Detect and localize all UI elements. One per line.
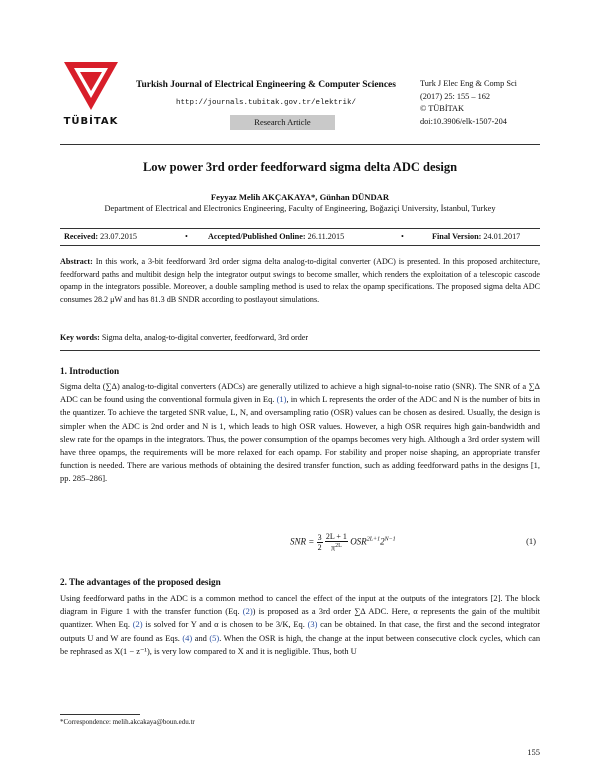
paper-title: Low power 3rd order feedforward sigma delta ADC design — [142, 160, 458, 174]
advantages-paragraph: Using feedforward paths in the ADC is a common method to cancel the effect of the input at the outputs of the integrators [2]. The block diagram in Figure 1 with the transfer function (Eq. (2)) is proposed as a 3rd order ∑Δ ADC. Here, α represents the gain of the multibit quantizer. When Eq. (2) is solved for Y and α is chosen to be 3/K, Eq. (3) can be obtained. In that case, the first and the second integrator outputs U and W are found as Eqs. (4) and (5). When the OSR is high, the change at the input between consecutive clock cycles, which can be rephrased as X(1 − z⁻¹), is very low compared to X and it is negligible. Thus, both U — [60, 593, 541, 656]
date-separator: • — [401, 232, 404, 241]
affiliation: Department of Electrical and Electronics Engineering, Faculty of Engineering, Boğaziçi University, İstanbul, Turkey — [104, 204, 496, 213]
authors: Feyyaz Melih AKÇAKAYA*, Günhan DÜNDAR — [210, 192, 390, 202]
citation-block — [420, 78, 570, 128]
journal-url[interactable]: http://journals.tubitak.gov.tr/elektrik/ — [175, 99, 357, 107]
introduction-paragraph — [60, 380, 540, 486]
citation-line: doi:10.3906/elk-1507-204 — [420, 116, 507, 126]
correspondence-footnote: *Correspondence: melih.akcakaya@boun.edu.tr — [60, 718, 195, 726]
accepted-label: Accepted/Published Online: — [208, 232, 306, 241]
final-label: Final Version: — [432, 232, 482, 241]
final-value: 24.01.2017 — [483, 232, 521, 241]
abstract-bottom-rule — [60, 350, 540, 351]
equation-ref-link[interactable]: (2) — [132, 619, 143, 630]
abstract-label: Abstract: — [60, 257, 93, 266]
abstract — [60, 256, 540, 306]
equation-ref-link[interactable]: (5) — [209, 632, 220, 643]
fraction: $\frac{3}{2}$ — [317, 532, 322, 552]
received-value: 23.07.2015 — [100, 232, 137, 241]
keywords-text: Sigma delta, analog-to-digital converter, feedforward, 3rd order — [101, 333, 309, 342]
accepted-value: 26.11.2015 — [307, 232, 345, 241]
section-heading: 1. Introduction — [60, 366, 120, 376]
equation-ref-link[interactable]: (4) — [182, 632, 193, 643]
logo-text: TÜBİTAK — [63, 116, 119, 127]
header-divider — [60, 144, 540, 145]
abstract-text: In this work, a 3-bit feedforward 3rd order sigma delta analog-to-digital converter (ADC) is presented. In this proposed architecture, feedforward paths and multibit design help the integrator output swings to become smaller, which renders the exploitation of a telescopic cascode opamp in the integrators possible. Moreover, a double sampling method is used to relax the opamp specifications. The proposed sigma delta ADC consumes 28.2 μW and has 81.3 dB SNDR according to postlayout simulations. — [60, 257, 540, 304]
keywords — [60, 333, 540, 342]
dates-bar — [60, 232, 540, 244]
equation-1 — [60, 528, 540, 554]
dates-bottom-rule — [60, 245, 540, 246]
eq-lhs: SNR = — [290, 536, 315, 547]
equation-number: (1) — [526, 536, 536, 546]
equation-ref-link[interactable]: (3) — [307, 619, 318, 630]
snr-formula: SNR = $\frac{3}{2}$ $\frac{2L + 1}{\pi^{2L}}$ $OSR^{2L+1}2^{N-1}$ — [290, 532, 396, 553]
keywords-label: Key words: — [60, 333, 100, 342]
equation-ref-link[interactable]: (2) — [242, 606, 253, 617]
article-type-badge: Research Article — [230, 115, 335, 130]
journal-title: Turkish Journal of Electrical Engineering & Computer Sciences — [136, 80, 396, 90]
citation-line: (2017) 25: 155 – 162 — [420, 91, 491, 101]
dates-top-rule — [60, 228, 540, 229]
footnote-divider — [60, 714, 140, 715]
fraction: $\frac{2L + 1}{\pi^{2L}}$ — [325, 532, 347, 553]
received-label: Received: — [64, 232, 99, 241]
citation-line: Turk J Elec Eng & Comp Sci — [420, 79, 517, 88]
intro-text: , in which L represents the order of the ADC and N is the number of bits in the quantizer. To achieve the targeted SNR value, L, N, and oversampling ratio (OSR) values can be chosen as desired. Usually, the design is simpler when the ADC is 2nd order and N is 1, which leads to high OSR values. However, a high OSR requires high gain-bandwidth and slew rate for the opamps in the integrators. Thus, the power consumption of the opamps becomes very high. Although a 3rd order system will have three opamps, the requirements will be more relaxed for each opamp. For stability and proper noise shaping, an appropriate transfer function is needed. There are various methods of obtaining the desired transfer function, such as adding feedforward paths in the designs [1, pp. 285–286]. — [60, 394, 541, 484]
page-number: 155 — [527, 747, 540, 757]
equation-ref-link[interactable]: (1) — [276, 394, 287, 405]
intro-text: Sigma delta (∑Δ) analog-to-digital converters (ADCs) are generally utilized to achieve a high signal-to-noise ratio (SNR). The SNR of a ∑Δ ADC can be found using the conventional formula given in Eq. — [60, 381, 540, 405]
citation-line: © TÜBİTAK — [420, 104, 464, 113]
date-separator: • — [185, 232, 188, 241]
section-heading: 2. The advantages of the proposed design — [60, 577, 221, 587]
